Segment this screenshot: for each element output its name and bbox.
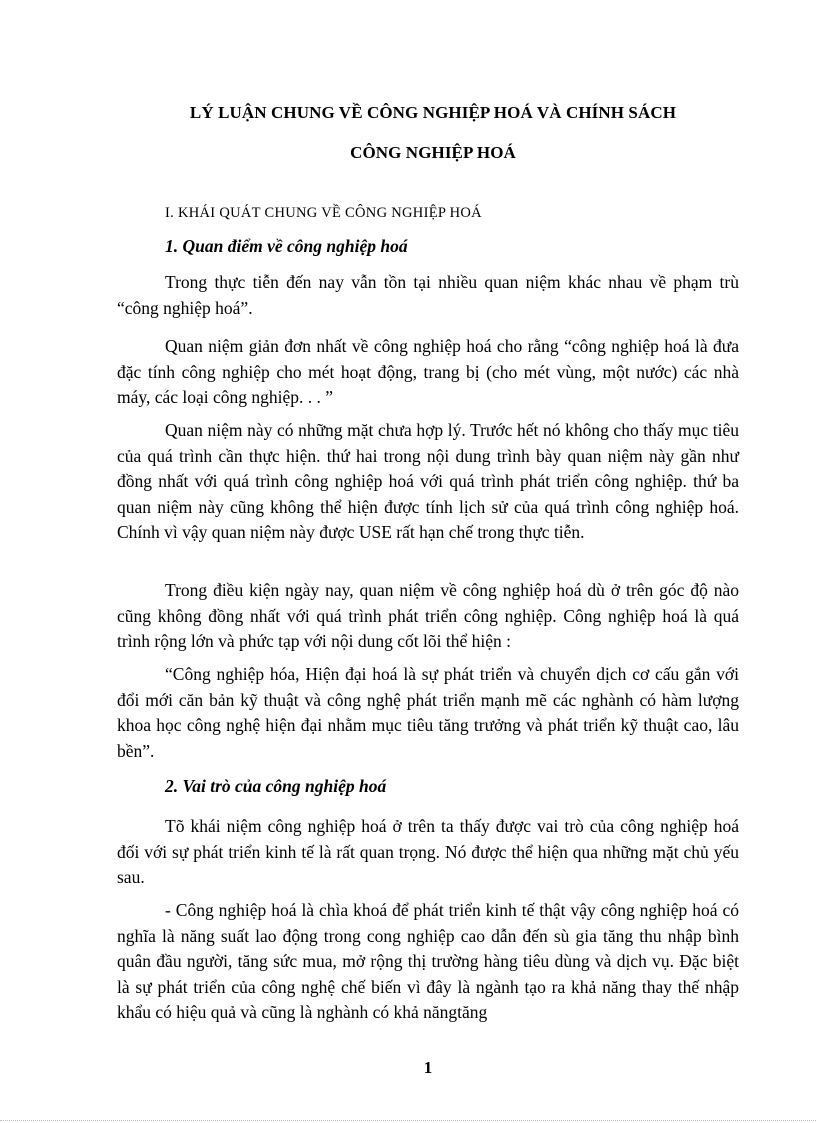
document-title-line-1: LÝ LUẬN CHUNG VỀ CÔNG NGHIỆP HOÁ VÀ CHÍNH SÁCH [189, 103, 677, 122]
paragraph: Trong điều kiện ngày nay, quan niệm về công nghiệp hoá dù ở trên góc độ nào cũng không đồng nhất với quá trình phát triển công nghiệp. Công nghiệp hoá là quá trình rộng lớn và phức tạp với nội dung cốt lõi thể hiện : [117, 580, 739, 651]
paragraph: Quan niệm này có những mặt chưa hợp lý. Trước hết nó không cho thấy mục tiêu của quá trình cần thực hiện. thứ hai trong nội dung trình bày quan niệm này gần như đồng nhất với quá trình công nghiệp hoá với quá trình phát triển công nghiệp. thứ ba quan niệm này cũng không thể hiện được tính lịch sử của quá trình công nghiệp hoá. Chính vì vậy quan niệm này được USE rất hạn chế trong thực tiễn. [117, 420, 739, 542]
page-number: 1 [423, 1058, 433, 1077]
quote-paragraph: “Công nghiệp hóa, Hiện đại hoá là sự phát triển và chuyển dịch cơ cấu gắn với đổi mới căn bản kỹ thuật và công nghệ phát triển mạnh mẽ các nghành có hàm lượng khoa học công nghệ hiện đại nhằm mục tiêu tăng trưởng và phát triển kỹ thuật cao, lâu bền”. [117, 664, 739, 761]
subheading-2: 2. Vai trò của công nghiệp hoá [165, 776, 387, 796]
paragraph: Trong thực tiễn đến nay vẫn tồn tại nhiều quan niệm khác nhau về phạm trù “công nghiệp hoá”. [117, 272, 739, 318]
document-title-line-2: CÔNG NGHIỆP HOÁ [350, 143, 516, 162]
paragraph: Quan niệm giản đơn nhất về công nghiệp hoá cho rằng “công nghiệp hoá là đưa đặc tính công nghiệp cho mét hoạt động, trang bị (cho mét vùng, một nước) các nhà máy, các loại công nghiệp. . . ” [117, 336, 739, 407]
paragraph: Tõ khái niệm công nghiệp hoá ở trên ta thấy được vai trò của công nghiệp hoá đối với sự phát triển kinh tế là rất quan trọng. Nó được thể hiện qua những mặt chủ yếu sau. [117, 816, 739, 887]
section-heading: I. KHÁI QUÁT CHUNG VỀ CÔNG NGHIỆP HOÁ [165, 205, 482, 221]
paragraph: - Công nghiệp hoá là chìa khoá để phát triển kinh tế thật vậy công nghiệp hoá có nghĩa là năng suất lao động trong cong nghiệp cao dẫn đến sù gia tăng thu nhập bình quân đầu người, tăng sức mua, mở rộng thị trường hàng tiêu dùng và dịch vụ. Đặc biệt là sự phát triển của công nghệ chế biến vì đây là ngành tạo ra khả năng thay thế nhập khẩu có hiệu quả và cũng là nghành có khả năngtăng [117, 900, 739, 1022]
subheading-1: 1. Quan điểm về công nghiệp hoá [165, 236, 408, 256]
page-bottom-rule [0, 1120, 816, 1121]
